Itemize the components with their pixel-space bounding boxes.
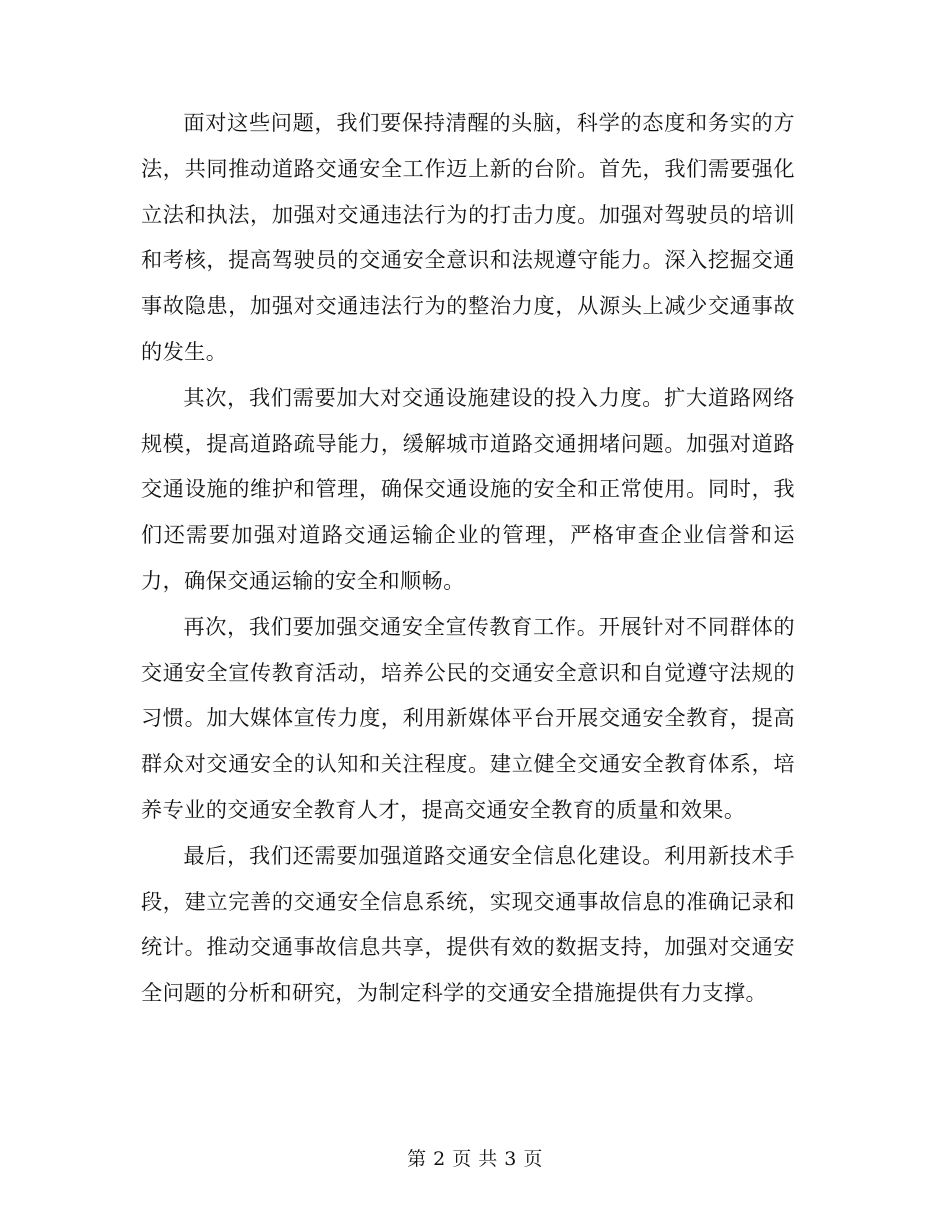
page-number-footer: 第 2 页 共 3 页: [407, 1148, 543, 1170]
paragraph-strategy-intro: 面对这些问题，我们要保持清醒的头脑，科学的态度和务实的方法，共同推动道路交通安全工作迈上新的台阶。首先，我们需要强化立法和执法，加强对交通违法行为的打击力度。加强对驾驶员的培训和考核，提高驾驶员的交通安全意识和法规遵守能力。深入挖掘交通事故隐患，加强对交通违法行为的整治力度，从源头上减少交通事故的发生。: [141, 110, 795, 364]
paragraph-informatization: 最后，我们还需要加强道路交通安全信息化建设。利用新技术手段，建立完善的交通安全信息系统，实现交通事故信息的准确记录和统计。推动交通事故信息共享，提供有效的数据支持，加强对交通安全问题的分析和研究，为制定科学的交通安全措施提供有力支撑。: [141, 842, 795, 1006]
paragraph-education: 再次，我们要加强交通安全宣传教育工作。开展针对不同群体的交通安全宣传教育活动，培养公民的交通安全意识和自觉遵守法规的习惯。加大媒体宣传力度，利用新媒体平台开展交通安全教育，提高群众对交通安全的认知和关注程度。建立健全交通安全教育体系，培养专业的交通安全教育人才，提高交通安全教育的质量和效果。: [141, 613, 795, 822]
paragraph-infrastructure: 其次，我们需要加大对交通设施建设的投入力度。扩大道路网络规模，提高道路疏导能力，缓解城市道路交通拥堵问题。加强对道路交通设施的维护和管理，确保交通设施的安全和正常使用。同时，我们还需要加强对道路交通运输企业的管理，严格审查企业信誉和运力，确保交通运输的安全和顺畅。: [141, 384, 795, 593]
document-body: [141, 100, 795, 1016]
